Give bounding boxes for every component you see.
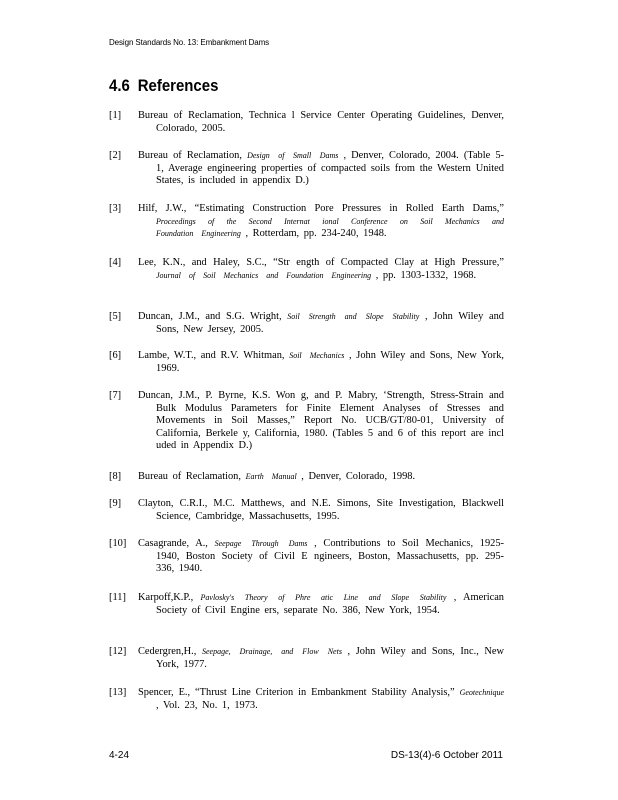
page-number: 4-24 (109, 750, 130, 761)
reference-text: Hilf, J.W., “Estimating Construction Pore Pressures in Rolled Earth Dams,” Proceedings of the Second Internat ional Conference on Soil Mechanics and Foundation Engineering , Rotterdam, pp. 234-240, 1948. (138, 203, 504, 240)
reference-text: Bureau of Reclamation, Technica l Service Center Operating Guidelines, Denver, Colorado, 2005. (138, 110, 504, 134)
reference-title: Soil Mechanics (289, 351, 345, 360)
reference-entry (109, 471, 504, 484)
section-title: References (137, 76, 219, 95)
reference-text: Clayton, C.R.I., M.C. Matthews, and N.E. Simons, Site Investigation, Blackwell Science, Cambridge, Massachusetts, 1995. (138, 498, 504, 522)
reference-number: [10] (109, 538, 127, 549)
reference-number: [5] (109, 311, 122, 322)
reference-text: Karpoff,K.P., Pavlosky's Theory of Phre atic Line and Slope Stability , American Society of Civil Engine ers, separate No. 386, New York, 1954. (138, 592, 504, 616)
reference-number: [8] (109, 471, 122, 482)
reference-number: [3] (109, 203, 122, 214)
reference-title: Journal of Soil Mechanics and Foundation Engineering (156, 270, 372, 280)
reference-number: [6] (109, 350, 122, 361)
reference-entry (109, 350, 504, 375)
reference-title: Soil Strength and Slope Stability (287, 312, 420, 321)
reference-entry (109, 592, 504, 617)
reference-text: Cedergren,H., Seepage, Drainage, and Flow Nets , John Wiley and Sons, Inc., New York, 1977. (138, 646, 505, 670)
reference-number: [1] (109, 110, 122, 121)
reference-text: Duncan, J.M., P. Byrne, K.S. Won g, and P. Mabry, ‘Strength, Stress-Strain and Bulk Modulus Parameters for Finite Element Analyses of Stresses and Movements in Soil Masses,” Report No. UCB/GT/80-01, University of California, Berkele y, California, 1980. (Tables 5 and 6 of this report are incl uded in Appendix D.) (138, 390, 504, 452)
reference-entry (109, 646, 504, 671)
reference-number: [7] (109, 390, 122, 401)
reference-title: Proceedings of the Second Internat ional Conference on Soil Mechanics and Foundation Engineering (156, 216, 504, 239)
reference-number: [4] (109, 257, 122, 268)
reference-number: [12] (109, 646, 127, 657)
reference-title: Seepage, Drainage, and Flow Nets (201, 647, 342, 656)
section-number: 4.6 (109, 76, 130, 95)
reference-entry (109, 538, 504, 576)
reference-text: Bureau of Reclamation, Design of Small Dams , Denver, Colorado, 2004. (Table 5-1, Average engineering properties of compacted soils from the Western United States, is included in appendix D.) (138, 150, 504, 187)
reference-number: [9] (109, 498, 122, 509)
reference-entry (109, 203, 504, 241)
reference-entry (109, 687, 504, 712)
reference-text: Duncan, J.M., and S.G. Wright, Soil Strength and Slope Stability , John Wiley and Sons, New Jersey, 2005. (138, 311, 504, 335)
reference-text: Spencer, E., “Thrust Line Criterion in Embankment Stability Analysis,” Geotechnique , Vol. 23, No. 1, 1973. (138, 687, 504, 711)
reference-text: Lee, K.N., and Haley, S.C., “Str ength of Compacted Clay at High Pressure,” Journal of Soil Mechanics and Foundation Engineering , pp. 1303-1332, 1968. (138, 257, 504, 281)
reference-entry (109, 150, 504, 188)
reference-entry (109, 390, 504, 453)
reference-entry (109, 257, 504, 282)
reference-text: Casagrande, A., Seepage Through Dams , Contributions to Soil Mechanics, 1925-1940, Boston Society of Civil E ngineers, Boston, Massachusetts, pp. 295-336, 1940. (138, 538, 505, 575)
reference-number: [11] (109, 592, 126, 603)
reference-entry (109, 498, 504, 523)
reference-entry (109, 110, 504, 135)
reference-number: [2] (109, 150, 122, 161)
running-header: Design Standards No. 13: Embankment Dams (109, 38, 270, 47)
reference-title: Earth Manual (245, 472, 297, 481)
reference-number: [13] (109, 687, 127, 698)
reference-text: Bureau of Reclamation, Earth Manual , Denver, Colorado, 1998. (138, 471, 416, 482)
reference-title: Geotechnique (459, 688, 504, 697)
reference-title: Pavlosky's Theory of Phre atic Line and Slope Stability (200, 593, 447, 602)
reference-entry (109, 311, 504, 336)
document-id-date: DS-13(4)-6 October 2011 (390, 750, 503, 761)
section-heading (109, 76, 218, 96)
reference-title: Seepage Through Dams (214, 539, 308, 548)
reference-title: Design of Small Dams (247, 151, 339, 160)
reference-text: Lambe, W.T., and R.V. Whitman, Soil Mechanics , John Wiley and Sons, New York, 1969. (138, 350, 504, 374)
